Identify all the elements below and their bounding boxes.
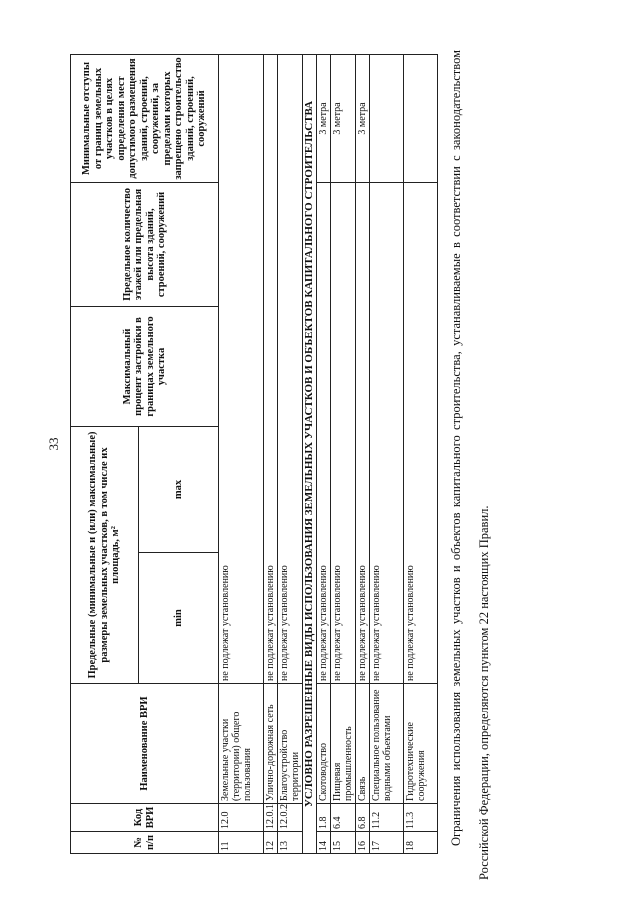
row-value: не подлежат установлению — [317, 182, 331, 683]
row-num: 16 — [356, 832, 370, 854]
row-name: Земельные участки (территории) общего пользования — [219, 684, 264, 804]
row-name: Скотоводство — [317, 684, 331, 804]
row-setback: 3 метра — [331, 54, 356, 182]
row-name: Улично-дорожная сеть — [264, 684, 278, 804]
row-num: 15 — [331, 832, 356, 854]
row-code: 1.8 — [317, 804, 331, 832]
header-setback: Минимальные отступы от границ земельных участков в целях определения мест допустимого размещения зданий, строений, сооружений, за пределами которых запрещено строительство зданий, строений, сооружений — [71, 54, 219, 182]
row-code: 11.2 — [370, 804, 404, 832]
row-code: 6.4 — [331, 804, 356, 832]
row-value: не подлежат установлению — [264, 54, 278, 683]
row-code: 12.0.2 — [278, 804, 303, 832]
land-use-table — [70, 54, 438, 854]
row-name: Гидротехнические сооружения — [404, 684, 438, 804]
header-code: Код ВРИ — [71, 804, 219, 832]
row-name: Связь — [356, 684, 370, 804]
table-row — [370, 54, 404, 853]
row-name: Специальное пользование водными объектами — [370, 684, 404, 804]
row-value: не подлежат установлению — [370, 182, 404, 683]
header-min: min — [139, 553, 219, 684]
row-name: Пищевая промышленность — [331, 684, 356, 804]
row-value: не подлежат установлению — [404, 182, 438, 683]
header-max: max — [139, 426, 219, 552]
header-num: № п/п — [71, 832, 219, 854]
row-code: 6.8 — [356, 804, 370, 832]
row-setback — [404, 54, 438, 182]
footnote-text: Ограничения использования земельных участков и объектов капитального строительства, устанавливаемые в соответствии с законодательством Российской Федерации, определяются пунктом 22 настоящих Правил. — [449, 50, 491, 880]
row-num: 18 — [404, 832, 438, 854]
row-setback — [370, 54, 404, 182]
row-num: 14 — [317, 832, 331, 854]
table-row — [278, 54, 303, 853]
page-number: 33 — [46, 437, 61, 451]
row-num: 13 — [278, 832, 303, 854]
row-num: 12 — [264, 832, 278, 854]
table-row — [219, 54, 264, 853]
footnote — [442, 50, 498, 880]
row-name: Благоустройство территории — [278, 684, 303, 804]
header-sizes: Предельные (минимальные и (или) максимальные) размеры земельных участков, в том числе их площадь, м² — [71, 426, 139, 683]
row-num: 17 — [370, 832, 404, 854]
row-code: 12.0.1 — [264, 804, 278, 832]
row-code: 11.3 — [404, 804, 438, 832]
row-code: 12.0 — [219, 804, 264, 832]
row-value: не подлежат установлению — [219, 54, 264, 683]
table-row — [331, 54, 356, 853]
table-row — [356, 54, 370, 853]
table-row — [317, 54, 331, 853]
section-row — [303, 54, 317, 853]
table-row — [264, 54, 278, 853]
row-value: не подлежат установлению — [331, 182, 356, 683]
row-value: не подлежат установлению — [356, 182, 370, 683]
section-title: УСЛОВНО РАЗРЕШЕННЫЕ ВИДЫ ИСПОЛЬЗОВАНИЯ ЗЕМЕЛЬНЫХ УЧАСТКОВ И ОБЪЕКТОВ КАПИТАЛЬНОГО СТРОИТЕЛЬСТВА — [303, 54, 317, 853]
header-percent: Максимальный процент застройки в границах земельного участка — [71, 306, 219, 426]
row-setback: 3 метра — [317, 54, 331, 182]
row-num: 11 — [219, 832, 264, 854]
row-value: не подлежат установлению — [278, 54, 303, 683]
row-setback: 3 метра — [356, 54, 370, 182]
header-floors: Предельное количество этажей или предельная высота зданий, строений, сооружений — [71, 182, 219, 306]
zoning-table — [70, 55, 427, 854]
table-row — [404, 54, 438, 853]
header-name: Наименование ВРИ — [71, 684, 219, 804]
